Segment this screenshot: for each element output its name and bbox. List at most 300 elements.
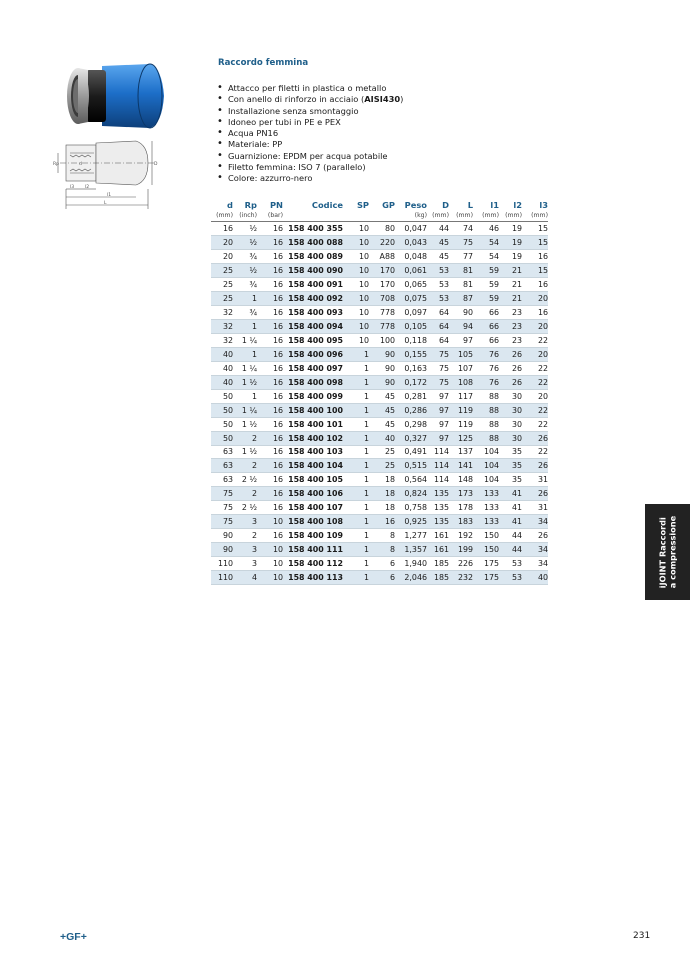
table-cell: 40: [211, 347, 233, 361]
table-cell: 53: [499, 571, 522, 585]
table-cell: 90: [449, 305, 473, 319]
table-row: [211, 222, 548, 236]
table-cell: 26: [499, 375, 522, 389]
table-cell: 158 400 108: [283, 515, 343, 529]
column-unit: [283, 210, 343, 222]
table-cell: 90: [369, 347, 395, 361]
table-body: [211, 222, 548, 585]
table-cell: 35: [499, 459, 522, 473]
feature-text: Guarnizione: EPDM per acqua potabile: [228, 150, 388, 161]
table-cell: 3: [233, 557, 257, 571]
table-cell: 192: [449, 529, 473, 543]
table-row: [211, 571, 548, 585]
table-cell: 1: [233, 319, 257, 333]
table-cell: 0,043: [395, 235, 427, 249]
table-cell: 75: [211, 501, 233, 515]
table-cell: 18: [369, 501, 395, 515]
feature-item: [216, 94, 403, 105]
table-row: [211, 529, 548, 543]
table-cell: 185: [427, 571, 449, 585]
table-cell: 158 400 107: [283, 501, 343, 515]
table-cell: 16: [257, 361, 283, 375]
page-number: 231: [633, 931, 651, 941]
table-cell: ½: [233, 263, 257, 277]
table-cell: 1: [343, 557, 369, 571]
table-cell: ½: [233, 222, 257, 236]
table-cell: 170: [369, 263, 395, 277]
table-cell: 16: [211, 222, 233, 236]
table-cell: 150: [473, 529, 499, 543]
table-cell: 22: [522, 375, 548, 389]
table-cell: 778: [369, 305, 395, 319]
table-cell: 158 400 113: [283, 571, 343, 585]
feature-item: [216, 83, 403, 94]
feature-item: [216, 162, 403, 173]
table-cell: 199: [449, 543, 473, 557]
table-cell: 77: [449, 249, 473, 263]
table-cell: 158 400 096: [283, 347, 343, 361]
table-cell: 114: [427, 445, 449, 459]
drawing-label-d: d: [79, 162, 82, 167]
table-cell: 0,824: [395, 487, 427, 501]
table-row: [211, 361, 548, 375]
table-cell: 100: [369, 333, 395, 347]
table-cell: 16: [257, 473, 283, 487]
table-cell: 50: [211, 417, 233, 431]
table-cell: 88: [473, 431, 499, 445]
column-unit: (mm): [473, 210, 499, 222]
table-cell: 90: [211, 543, 233, 557]
table-cell: 76: [473, 347, 499, 361]
table-row: [211, 543, 548, 557]
table-row: [211, 305, 548, 319]
table-cell: 32: [211, 319, 233, 333]
table-cell: 21: [499, 277, 522, 291]
table-cell: 30: [499, 403, 522, 417]
table-cell: ½: [233, 235, 257, 249]
table-cell: 16: [522, 277, 548, 291]
table-cell: 8: [369, 543, 395, 557]
table-cell: 2: [233, 459, 257, 473]
table-cell: 26: [522, 487, 548, 501]
table-cell: 0,491: [395, 445, 427, 459]
table-cell: 133: [473, 487, 499, 501]
table-cell: 10: [257, 571, 283, 585]
table-cell: 26: [499, 361, 522, 375]
table-cell: 40: [369, 431, 395, 445]
table-cell: 1: [343, 515, 369, 529]
table-cell: 80: [369, 222, 395, 236]
table-cell: 1: [343, 501, 369, 515]
table-cell: 45: [369, 417, 395, 431]
table-cell: 1 ½: [233, 417, 257, 431]
drawing-label-l3: l3: [70, 185, 75, 190]
table-row: [211, 347, 548, 361]
drawing-label-L: L: [104, 201, 107, 206]
feature-item: [216, 106, 403, 117]
column-header: Peso: [404, 200, 427, 210]
table-cell: 158 400 100: [283, 403, 343, 417]
table-cell: 1: [233, 291, 257, 305]
column-unit: (mm): [427, 210, 449, 222]
table-cell: 87: [449, 291, 473, 305]
table-cell: 16: [522, 305, 548, 319]
feature-item: [216, 151, 403, 162]
table-cell: 25: [211, 263, 233, 277]
table-cell: 53: [427, 263, 449, 277]
section-tab-label: [658, 516, 677, 588]
table-cell: 64: [427, 333, 449, 347]
section-tab-line2: a compressione: [666, 515, 677, 589]
table-cell: 63: [211, 473, 233, 487]
table-cell: 22: [522, 403, 548, 417]
table-cell: 75: [427, 361, 449, 375]
table-cell: 135: [427, 501, 449, 515]
table-cell: 64: [427, 319, 449, 333]
table-cell: 31: [522, 473, 548, 487]
table-cell: 135: [427, 515, 449, 529]
table-cell: 158 400 106: [283, 487, 343, 501]
column-header: SP: [356, 200, 369, 210]
table-cell: 16: [257, 305, 283, 319]
table-row: [211, 389, 548, 403]
table-cell: 104: [473, 473, 499, 487]
table-cell: 0,097: [395, 305, 427, 319]
table-cell: 1: [343, 417, 369, 431]
table-cell: 105: [449, 347, 473, 361]
column-header: GP: [382, 200, 395, 210]
table-cell: 16: [257, 249, 283, 263]
table-cell: 10: [343, 333, 369, 347]
table-cell: 20: [522, 291, 548, 305]
column-header: l1: [490, 200, 499, 210]
table-cell: 158 400 098: [283, 375, 343, 389]
table-row: [211, 515, 548, 529]
table-cell: 16: [257, 459, 283, 473]
table-cell: 133: [473, 501, 499, 515]
table-cell: 158 400 095: [283, 333, 343, 347]
table-cell: 94: [449, 319, 473, 333]
table-cell: 16: [257, 291, 283, 305]
feature-text-after: ): [400, 94, 404, 105]
table-cell: 158 400 094: [283, 319, 343, 333]
table-cell: 158 400 355: [283, 222, 343, 236]
table-cell: 19: [499, 222, 522, 236]
column-unit: [343, 210, 369, 222]
table-row: [211, 403, 548, 417]
column-header: PN: [269, 200, 283, 210]
table-cell: 158 400 103: [283, 445, 343, 459]
table-cell: 1,940: [395, 557, 427, 571]
table-cell: 16: [257, 263, 283, 277]
table-cell: 45: [369, 389, 395, 403]
table-cell: 1 ½: [233, 445, 257, 459]
table-row: [211, 263, 548, 277]
table-cell: 16: [522, 249, 548, 263]
table-cell: 23: [499, 333, 522, 347]
table-cell: 25: [369, 445, 395, 459]
table-cell: 34: [522, 515, 548, 529]
table-cell: 90: [211, 529, 233, 543]
column-unit: (mm): [522, 210, 548, 222]
column-unit: [369, 210, 395, 222]
table-cell: 1: [343, 375, 369, 389]
table-cell: 81: [449, 277, 473, 291]
table-cell: 22: [522, 445, 548, 459]
table-cell: 15: [522, 222, 548, 236]
table-cell: 53: [427, 291, 449, 305]
table-cell: 46: [473, 222, 499, 236]
column-header: Codice: [311, 200, 343, 210]
table-cell: 158 400 104: [283, 459, 343, 473]
feature-item: [216, 117, 403, 128]
table-cell: 75: [427, 375, 449, 389]
table-cell: 90: [369, 375, 395, 389]
table-cell: 1: [343, 445, 369, 459]
table-cell: 1,357: [395, 543, 427, 557]
table-cell: 75: [449, 235, 473, 249]
table-cell: 20: [211, 249, 233, 263]
table-cell: 26: [499, 347, 522, 361]
table-cell: 6: [369, 571, 395, 585]
table-cell: 0,758: [395, 501, 427, 515]
table-cell: 2: [233, 529, 257, 543]
table-cell: 16: [257, 277, 283, 291]
table-cell: 26: [522, 431, 548, 445]
table-cell: 16: [257, 235, 283, 249]
feature-text: Con anello di rinforzo in acciaio (: [228, 94, 365, 105]
table-cell: 44: [499, 543, 522, 557]
table-cell: 178: [449, 501, 473, 515]
feature-text: Installazione senza smontaggio: [228, 105, 359, 116]
table-cell: 30: [499, 417, 522, 431]
table-cell: 104: [473, 459, 499, 473]
table-cell: 16: [257, 319, 283, 333]
table-cell: 63: [211, 445, 233, 459]
table-cell: 161: [427, 543, 449, 557]
column-unit: (mm): [449, 210, 473, 222]
column-header: d: [227, 200, 233, 210]
table-cell: 10: [257, 515, 283, 529]
table-cell: 1: [343, 473, 369, 487]
table-cell: 220: [369, 235, 395, 249]
table-row: [211, 235, 548, 249]
table-cell: 16: [257, 417, 283, 431]
table-cell: A88: [369, 249, 395, 263]
table-cell: 232: [449, 571, 473, 585]
table-cell: ¾: [233, 305, 257, 319]
table-cell: 173: [449, 487, 473, 501]
table-cell: 16: [257, 487, 283, 501]
table-cell: 158 400 097: [283, 361, 343, 375]
table-cell: 6: [369, 557, 395, 571]
table-cell: 0,286: [395, 403, 427, 417]
feature-text: Materiale: PP: [228, 139, 283, 150]
table-cell: 23: [499, 305, 522, 319]
table-cell: 1: [343, 361, 369, 375]
table-cell: 15: [522, 263, 548, 277]
table-cell: 0,515: [395, 459, 427, 473]
table-cell: 0,061: [395, 263, 427, 277]
column-header: L: [467, 200, 473, 210]
table-cell: 10: [257, 543, 283, 557]
table-cell: 170: [369, 277, 395, 291]
table-cell: 158 400 105: [283, 473, 343, 487]
table-cell: 53: [499, 557, 522, 571]
table-cell: 10: [343, 249, 369, 263]
table-cell: 22: [522, 417, 548, 431]
table-cell: 0,047: [395, 222, 427, 236]
column-unit: (mm): [211, 210, 233, 222]
table-cell: 16: [257, 431, 283, 445]
table-cell: 108: [449, 375, 473, 389]
table-cell: 90: [369, 361, 395, 375]
table-cell: 21: [499, 291, 522, 305]
table-row: [211, 487, 548, 501]
table-cell: 1 ¼: [233, 361, 257, 375]
table-cell: 1,277: [395, 529, 427, 543]
column-header: Rp: [244, 200, 257, 210]
column-unit: (kg): [395, 210, 427, 222]
table-row: [211, 319, 548, 333]
table-cell: 183: [449, 515, 473, 529]
table-cell: 41: [499, 487, 522, 501]
technical-drawing: [52, 135, 172, 213]
table-cell: 74: [449, 222, 473, 236]
table-cell: 22: [522, 333, 548, 347]
table-cell: 22: [522, 361, 548, 375]
table-cell: 1: [343, 529, 369, 543]
drawing-label-l1: l1: [107, 193, 112, 198]
table-cell: 26: [522, 459, 548, 473]
table-cell: 50: [211, 403, 233, 417]
table-cell: 150: [473, 543, 499, 557]
table-cell: 10: [343, 305, 369, 319]
table-cell: 19: [499, 249, 522, 263]
table-cell: 31: [522, 501, 548, 515]
table-row: [211, 501, 548, 515]
table-cell: 30: [499, 389, 522, 403]
table-cell: 125: [449, 431, 473, 445]
table-cell: 158 400 091: [283, 277, 343, 291]
table-cell: 158 400 099: [283, 389, 343, 403]
table-cell: 117: [449, 389, 473, 403]
drawing-label-l2: l2: [85, 185, 90, 190]
table-cell: 10: [343, 263, 369, 277]
table-cell: 75: [211, 515, 233, 529]
product-title: Raccordo femmina: [218, 58, 309, 68]
brand-logo: +GF+: [60, 931, 87, 943]
table-cell: 16: [257, 501, 283, 515]
table-cell: 1: [343, 389, 369, 403]
table-cell: 35: [499, 445, 522, 459]
table-row: [211, 459, 548, 473]
table-cell: 158 400 092: [283, 291, 343, 305]
table-cell: 158 400 088: [283, 235, 343, 249]
table-cell: 21: [499, 263, 522, 277]
table-cell: 1: [233, 389, 257, 403]
table-cell: 25: [211, 291, 233, 305]
table-cell: 119: [449, 403, 473, 417]
column-unit: (bar): [257, 210, 283, 222]
table-row: [211, 431, 548, 445]
table-cell: 0,925: [395, 515, 427, 529]
table-cell: 97: [427, 431, 449, 445]
table-cell: 10: [343, 291, 369, 305]
feature-text: Attacco per filetti in plastica o metallo: [228, 83, 387, 93]
feature-text: Idoneo per tubi in PE e PEX: [228, 116, 341, 127]
table-cell: 107: [449, 361, 473, 375]
feature-bold-text: AISI430: [364, 94, 401, 105]
table-cell: 1: [343, 431, 369, 445]
table-cell: 54: [473, 249, 499, 263]
column-unit: (mm): [499, 210, 522, 222]
table-cell: 34: [522, 543, 548, 557]
table-cell: 3: [233, 515, 257, 529]
table-cell: 32: [211, 305, 233, 319]
table-cell: 0,298: [395, 417, 427, 431]
table-cell: 148: [449, 473, 473, 487]
table-cell: 45: [369, 403, 395, 417]
table-cell: 133: [473, 515, 499, 529]
feature-item: [216, 128, 403, 139]
table-cell: 104: [473, 445, 499, 459]
table-row: [211, 445, 548, 459]
table-cell: 76: [473, 361, 499, 375]
table-row: [211, 557, 548, 571]
table-cell: 1: [343, 571, 369, 585]
table-cell: 708: [369, 291, 395, 305]
table-cell: 76: [473, 375, 499, 389]
table-cell: 0,163: [395, 361, 427, 375]
table-cell: 3: [233, 543, 257, 557]
table-cell: 66: [473, 319, 499, 333]
table-cell: 10: [343, 319, 369, 333]
table-cell: 88: [473, 403, 499, 417]
table-cell: 16: [257, 375, 283, 389]
table-cell: 20: [211, 235, 233, 249]
table-cell: 161: [427, 529, 449, 543]
table-cell: 34: [522, 557, 548, 571]
table-row: [211, 375, 548, 389]
table-cell: 97: [449, 333, 473, 347]
table-cell: 44: [427, 222, 449, 236]
table-cell: 64: [427, 305, 449, 319]
table-cell: 2: [233, 431, 257, 445]
table-cell: 10: [343, 277, 369, 291]
table-cell: 158 400 093: [283, 305, 343, 319]
table-cell: 45: [427, 249, 449, 263]
product-photo: [58, 60, 168, 132]
table-row: [211, 277, 548, 291]
table-cell: 0,172: [395, 375, 427, 389]
feature-item: [216, 139, 403, 150]
table-row: [211, 473, 548, 487]
table-cell: 66: [473, 305, 499, 319]
table-cell: 158 400 101: [283, 417, 343, 431]
table-cell: 16: [257, 389, 283, 403]
table-cell: 44: [499, 529, 522, 543]
table-cell: 158 400 090: [283, 263, 343, 277]
spec-table: [211, 197, 548, 585]
column-unit: (inch): [233, 210, 257, 222]
table-cell: 137: [449, 445, 473, 459]
table-cell: 1: [233, 347, 257, 361]
table-cell: 18: [369, 473, 395, 487]
table-cell: 1: [343, 347, 369, 361]
table-cell: 110: [211, 571, 233, 585]
table-cell: 2,046: [395, 571, 427, 585]
